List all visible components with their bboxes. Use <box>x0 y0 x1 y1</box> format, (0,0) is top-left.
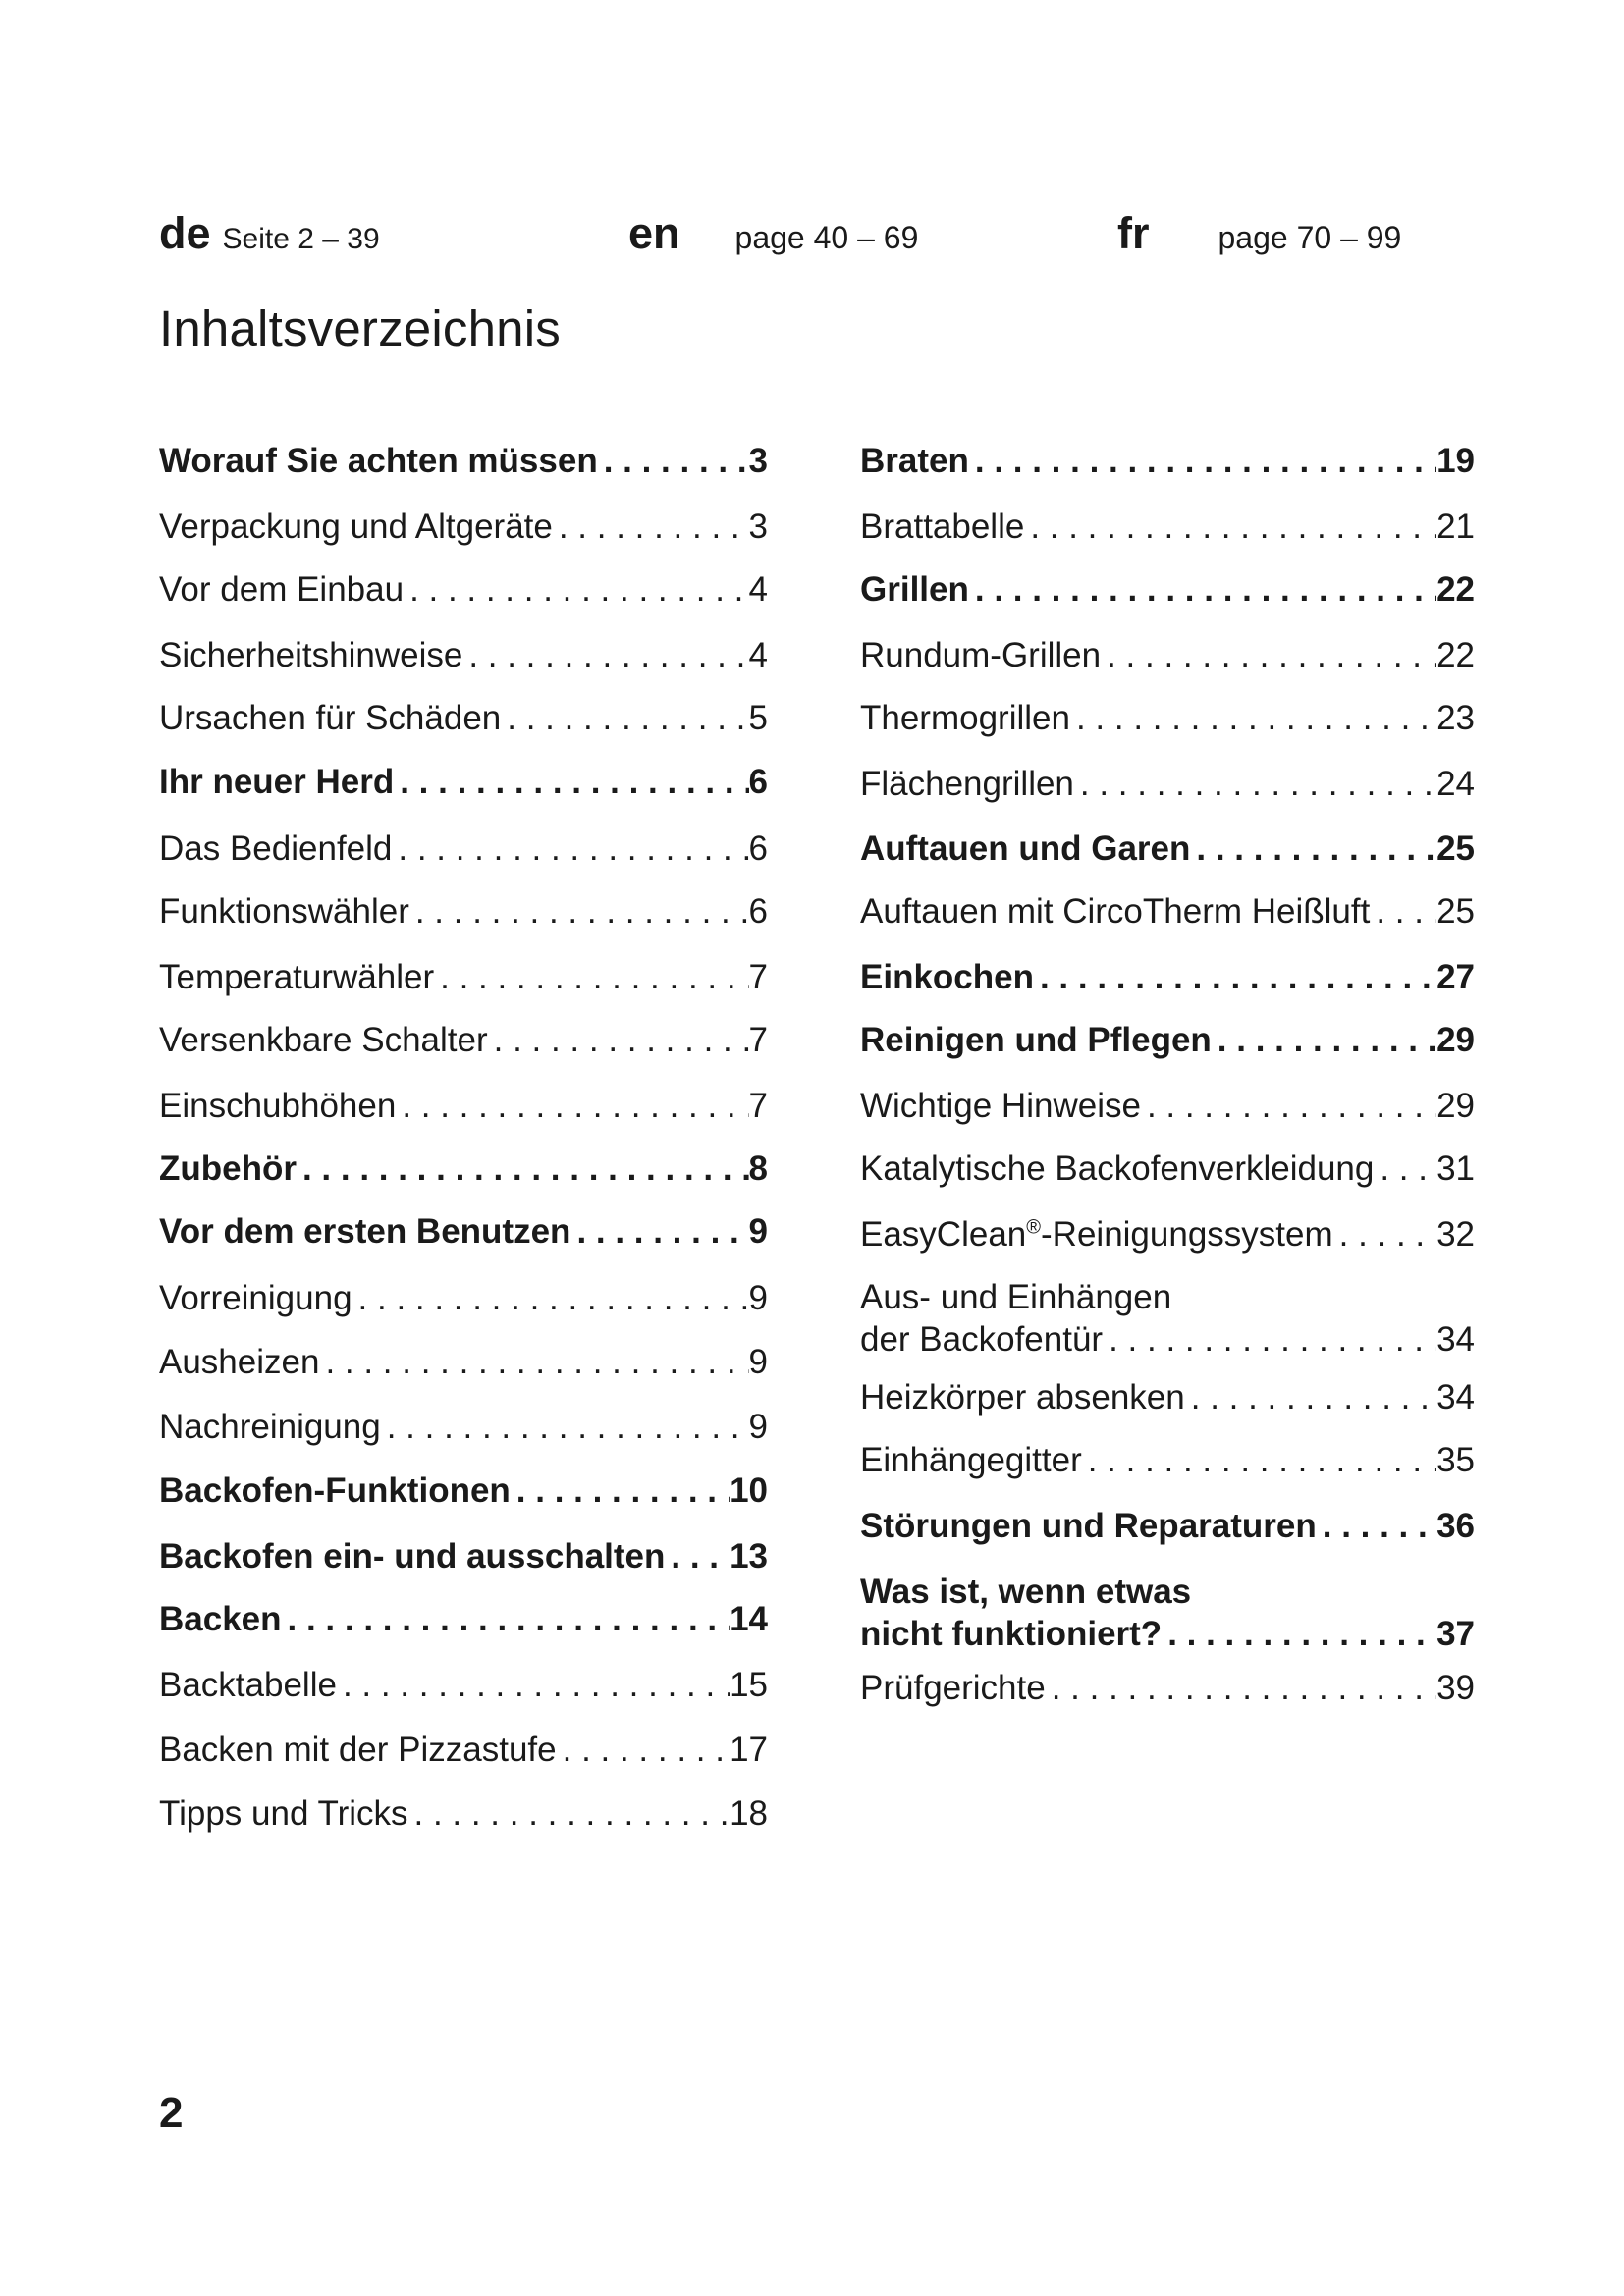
toc-entry <box>159 1085 768 1127</box>
toc-entry-page: 25 <box>1436 829 1475 868</box>
toc-entry-title: Ursachen für Schäden <box>159 699 502 737</box>
dot-leader <box>1317 1505 1436 1547</box>
dot-leader <box>501 697 748 739</box>
toc-entry-title: Verpackung und Altgeräte <box>159 507 553 546</box>
dot-leader <box>1046 1667 1436 1709</box>
dot-leader <box>1370 890 1436 933</box>
toc-entry <box>159 890 768 933</box>
toc-entry-title: Brattabelle <box>860 507 1025 546</box>
toc-entry-title: Backofen ein- und ausschalten <box>159 1537 666 1575</box>
toc-entry-page: 35 <box>1436 1441 1475 1479</box>
toc-entry-page: 39 <box>1436 1669 1475 1707</box>
toc-entry-page: 4 <box>748 570 768 609</box>
toc-entry-title: Ihr neuer Herd <box>159 763 395 801</box>
toc-entry-title: Tipps und Tricks <box>159 1794 408 1833</box>
toc-entry-page: 14 <box>730 1600 768 1638</box>
toc-entry <box>159 697 768 739</box>
dot-leader <box>1185 1376 1436 1418</box>
toc-entry-page: 3 <box>748 507 768 546</box>
dot-leader <box>381 1406 749 1448</box>
toc-entry <box>860 697 1475 739</box>
toc-entry-page: 6 <box>748 892 768 931</box>
toc-entry-title: Worauf Sie achten müssen <box>159 442 598 480</box>
toc-entry-page: 34 <box>1436 1378 1475 1416</box>
toc-entry-title: Braten <box>860 442 969 480</box>
toc-entry-page: 13 <box>730 1537 768 1575</box>
dot-leader <box>598 440 749 482</box>
toc-entry <box>860 1019 1475 1061</box>
toc-entry <box>860 1213 1475 1255</box>
toc-entry <box>159 1729 768 1771</box>
toc-entry <box>860 1439 1475 1481</box>
toc-entry-page: 23 <box>1436 699 1475 737</box>
toc-entry <box>159 1535 768 1577</box>
dot-leader <box>1082 1439 1436 1481</box>
toc-entry <box>860 763 1475 805</box>
dot-leader <box>404 568 748 611</box>
language-code: de <box>159 208 211 258</box>
toc-entry-title: Versenkbare Schalter <box>159 1021 488 1059</box>
toc-entry-title: Backen <box>159 1600 282 1638</box>
toc-entry-page: 22 <box>1436 636 1475 674</box>
toc-entry-page: 8 <box>748 1149 768 1188</box>
toc-entry-page: 9 <box>748 1408 768 1446</box>
toc-entry <box>159 1019 768 1061</box>
dot-leader <box>462 634 748 676</box>
toc-entry-title: Einkochen <box>860 958 1034 996</box>
dot-leader <box>665 1535 730 1577</box>
toc-entry-page: 9 <box>748 1343 768 1381</box>
toc-entry <box>159 1792 768 1835</box>
toc-entry-page: 25 <box>1436 892 1475 931</box>
toc-entry-title: Vor dem ersten Benutzen <box>159 1212 571 1251</box>
toc-entry-title: Auftauen mit CircoTherm Heißluft <box>860 892 1371 931</box>
toc-entry-title: Das Bedienfeld <box>159 829 393 868</box>
toc-entry-page: 19 <box>1436 442 1475 480</box>
toc-entry-page: 37 <box>1436 1615 1475 1653</box>
toc-entry-page: 10 <box>730 1471 768 1510</box>
language-code: fr <box>1117 208 1150 258</box>
toc-entry-page: 17 <box>730 1731 768 1769</box>
page-number: 2 <box>159 2089 184 2137</box>
toc-entry-title <box>860 1213 1333 1255</box>
toc-entry-title: Katalytische Backofenverkleidung <box>860 1149 1375 1188</box>
toc-entry-title: Prüfgerichte <box>860 1669 1046 1707</box>
toc-entry <box>860 1085 1475 1127</box>
dot-leader <box>392 828 748 870</box>
toc-entry <box>860 890 1475 933</box>
language-pages: page 70 – 99 <box>1218 220 1402 255</box>
toc-entry-title: Grillen <box>860 570 969 609</box>
toc-entry-title: Reinigen und Pflegen <box>860 1021 1212 1059</box>
dot-leader <box>1034 956 1436 998</box>
toc-entry-title: der Backofentür <box>860 1320 1104 1359</box>
toc-entry <box>159 828 768 870</box>
language-pages: Seite 2 – 39 <box>222 223 380 255</box>
toc-entry-page: 27 <box>1436 958 1475 996</box>
toc-entry-title: Vor dem Einbau <box>159 570 405 609</box>
toc-entry-title-part: EasyClean <box>860 1215 1027 1254</box>
toc-entry-title: Backtabelle <box>159 1666 337 1704</box>
toc-entry <box>860 1276 1475 1361</box>
toc-entry-page: 4 <box>748 636 768 674</box>
dot-leader <box>1141 1085 1436 1127</box>
toc-entry-page: 34 <box>1436 1320 1475 1359</box>
toc-entry-title: Ausheizen <box>159 1343 320 1381</box>
toc-entry-page: 22 <box>1436 570 1475 609</box>
toc-entry <box>159 1664 768 1706</box>
dot-leader <box>1024 506 1436 548</box>
dot-leader <box>1101 634 1436 676</box>
toc-entry-title: Funktionswähler <box>159 892 409 931</box>
dot-leader <box>1212 1019 1436 1061</box>
dot-leader <box>394 761 748 803</box>
toc-entry-title: Flächengrillen <box>860 765 1074 803</box>
toc-entry-title: Sicherheitshinweise <box>159 636 463 674</box>
language-de <box>159 208 380 263</box>
toc-entry <box>159 1469 768 1512</box>
dot-leader <box>408 1792 731 1835</box>
dot-leader <box>337 1664 730 1706</box>
language-en <box>628 208 918 263</box>
toc-entry-page: 9 <box>748 1212 768 1251</box>
toc-entry-page: 32 <box>1436 1215 1475 1254</box>
toc-entry-title: Einschubhöhen <box>159 1087 397 1125</box>
toc-entry-page: 7 <box>748 1021 768 1059</box>
toc-entry-title: nicht funktioniert? <box>860 1615 1163 1653</box>
toc-entry <box>159 761 768 803</box>
toc-entry-page: 15 <box>730 1666 768 1704</box>
toc-entry-title: Zubehör <box>159 1149 297 1188</box>
dot-leader <box>1374 1148 1436 1190</box>
toc-entry-title: Rundum-Grillen <box>860 636 1102 674</box>
toc-entry <box>860 828 1475 870</box>
toc-entry-page: 29 <box>1436 1021 1475 1059</box>
toc-entry-title: Backofen-Funktionen <box>159 1471 511 1510</box>
toc-entry <box>159 1341 768 1383</box>
dot-leader <box>352 1277 749 1319</box>
dot-leader <box>557 1729 730 1771</box>
toc-entry <box>860 568 1475 611</box>
toc-entry <box>860 1148 1475 1190</box>
toc-entry <box>159 1210 768 1253</box>
toc-entry-page: 7 <box>748 958 768 996</box>
dot-leader <box>1190 828 1436 870</box>
toc-entry-title: Aus- und Einhängen <box>860 1278 1172 1316</box>
toc-entry-page: 24 <box>1436 765 1475 803</box>
dot-leader <box>396 1085 748 1127</box>
toc-entry-title-part: -Reinigungssystem <box>1041 1215 1333 1254</box>
toc-entry-page: 18 <box>730 1794 768 1833</box>
dot-leader <box>297 1148 749 1190</box>
toc-entry <box>159 440 768 482</box>
toc-entry-title: Thermogrillen <box>860 699 1070 737</box>
toc-entry <box>860 506 1475 548</box>
toc-entry <box>159 634 768 676</box>
toc-entry-page: 6 <box>748 763 768 801</box>
toc-entry <box>860 440 1475 482</box>
dot-leader <box>511 1469 730 1512</box>
toc-entry <box>159 1406 768 1448</box>
dot-leader <box>969 568 1436 611</box>
toc-entry <box>860 1571 1475 1655</box>
toc-entry-title: Temperaturwähler <box>159 958 435 996</box>
toc-entry <box>159 1598 768 1640</box>
registered-mark: ® <box>1026 1216 1042 1239</box>
toc-entry <box>159 1277 768 1319</box>
dot-leader <box>409 890 749 933</box>
toc-entry-page: 6 <box>748 829 768 868</box>
dot-leader <box>282 1598 731 1640</box>
toc-entry-page: 5 <box>748 699 768 737</box>
toc-entry-page: 31 <box>1436 1149 1475 1188</box>
toc-entry-title: Nachreinigung <box>159 1408 381 1446</box>
toc-entry-title: Auftauen und Garen <box>860 829 1191 868</box>
toc-entry-title: Wichtige Hinweise <box>860 1087 1141 1125</box>
dot-leader <box>488 1019 749 1061</box>
toc-entry <box>159 506 768 548</box>
toc-entry-title: Backen mit der Pizzastufe <box>159 1731 557 1769</box>
toc-entry-page: 3 <box>748 442 768 480</box>
toc-entry-page: 21 <box>1436 507 1475 546</box>
language-code: en <box>628 208 680 258</box>
dot-leader <box>969 440 1436 482</box>
toc-entry-title: Vorreinigung <box>159 1279 352 1317</box>
dot-leader <box>1162 1613 1436 1655</box>
toc-entry-title: Einhängegitter <box>860 1441 1082 1479</box>
toc-entry-page: 29 <box>1436 1087 1475 1125</box>
toc-entry <box>159 956 768 998</box>
toc-entry <box>860 956 1475 998</box>
dot-leader <box>570 1210 748 1253</box>
toc-entry-page: 9 <box>748 1279 768 1317</box>
toc-entry-title: Störungen und Reparaturen <box>860 1507 1317 1545</box>
toc-entry <box>159 568 768 611</box>
dot-leader <box>319 1341 748 1383</box>
toc-entry-page: 7 <box>748 1087 768 1125</box>
toc-entry <box>860 1667 1475 1709</box>
dot-leader <box>1070 697 1436 739</box>
dot-leader <box>1333 1213 1436 1255</box>
toc-entry-title: Heizkörper absenken <box>860 1378 1185 1416</box>
toc-entry-title: Was ist, wenn etwas <box>860 1573 1192 1611</box>
language-pages: page 40 – 69 <box>734 220 919 255</box>
toc-entry <box>860 1376 1475 1418</box>
toc-entry <box>159 1148 768 1190</box>
dot-leader <box>553 506 749 548</box>
toc-entry-page: 36 <box>1436 1507 1475 1545</box>
dot-leader <box>434 956 748 998</box>
toc-entry <box>860 1505 1475 1547</box>
toc-entry <box>860 634 1475 676</box>
page-title: Inhaltsverzeichnis <box>159 300 561 356</box>
dot-leader <box>1074 763 1436 805</box>
dot-leader <box>1103 1318 1436 1361</box>
language-fr <box>1117 208 1401 263</box>
